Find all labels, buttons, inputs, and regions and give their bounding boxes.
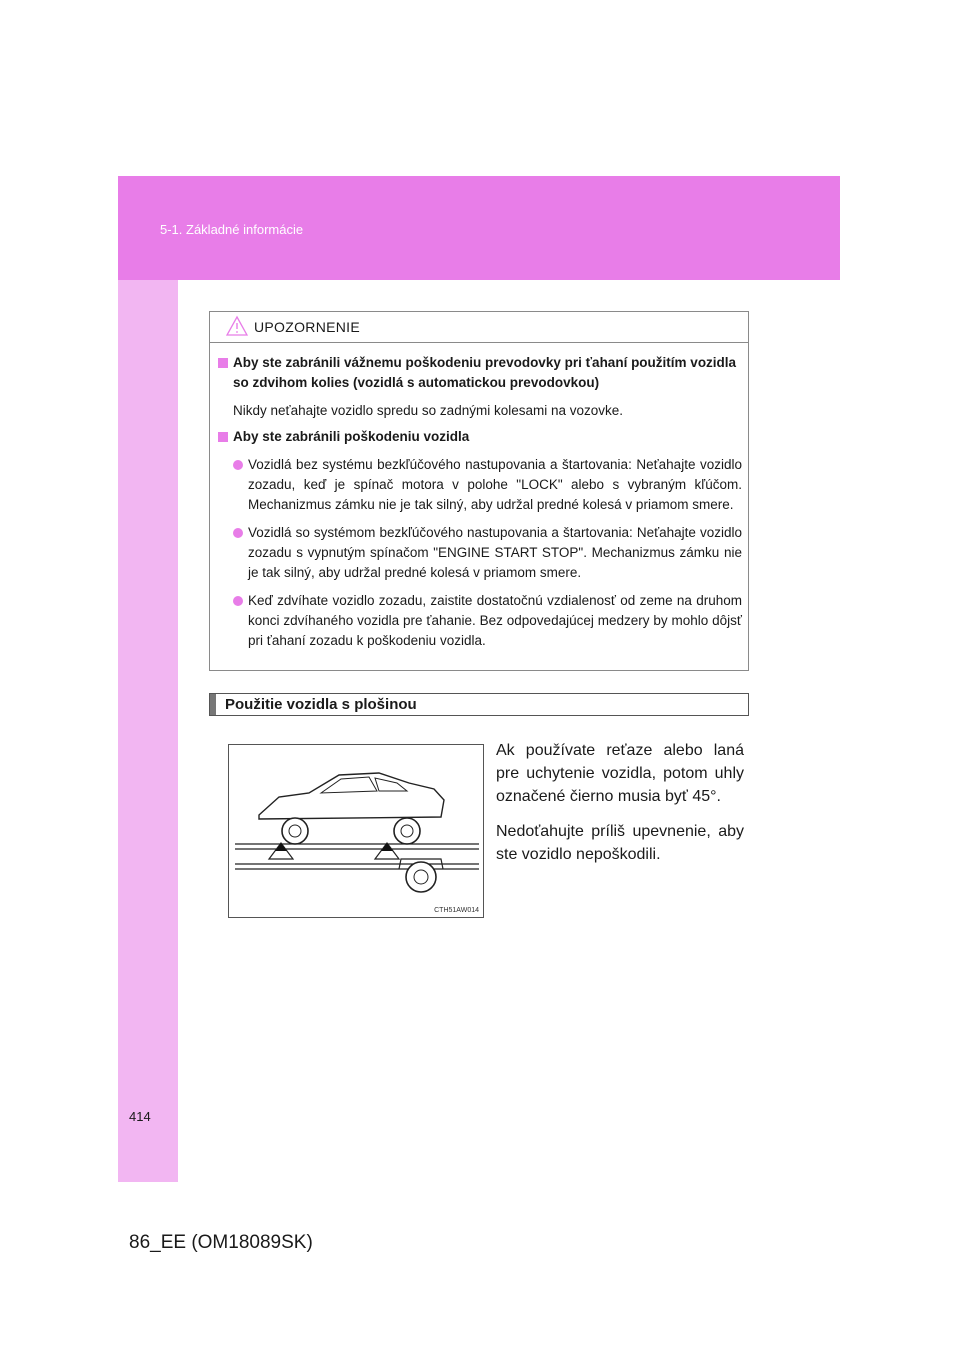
square-bullet-icon (218, 358, 228, 368)
warning-item-text: Nikdy neťahajte vozidlo spredu so zadnými kolesami na vozovke. (233, 403, 624, 418)
trailer-illustration (228, 744, 484, 918)
warning-triangle-icon (226, 315, 248, 337)
car-on-trailer-illustration (229, 745, 483, 917)
warning-item-transmission (218, 353, 742, 393)
warning-bullet (218, 523, 742, 583)
page-number: 414 (129, 1109, 151, 1124)
bullet-text: Vozidlá so systémom bezkľúčového nastupovania a štartovania: Neťahajte vozidlo zozadu s vypnutým spínačom "ENGINE START STOP". Mechanizmus zámku nie je tak silný, aby udržal predné kolesá v priamom smere. (248, 525, 742, 580)
warning-box (209, 311, 749, 671)
warning-bullet (218, 455, 742, 515)
warning-item-title: Aby ste zabránili vážnemu poškodeniu prevodovky pri ťahaní použitím vozidla so zdvihom kolies (vozidlá s automatickou prevodovkou) (233, 355, 737, 390)
warning-item-title: Aby ste zabránili poškodeniu vozidla (233, 429, 470, 444)
circle-bullet-icon (233, 596, 243, 606)
warning-title: UPOZORNENIE (254, 319, 360, 335)
body-text (496, 739, 744, 878)
circle-bullet-icon (233, 460, 243, 470)
warning-header (210, 312, 748, 343)
warning-item-damage (218, 427, 742, 447)
body-paragraph: Nedoťahujte príliš upevnenie, aby ste vozidlo nepoškodili. (496, 823, 744, 863)
body-paragraph: Ak používate reťaze alebo laná pre uchytenie vozidla, potom uhly označené čierno musia byť 45°. (496, 742, 744, 805)
square-bullet-icon (218, 432, 228, 442)
figure-code: CTH51AW014 (434, 907, 479, 914)
heading-accent (210, 694, 216, 715)
section-label: 5-1. Základné informácie (160, 222, 304, 237)
warning-body (210, 343, 748, 651)
circle-bullet-icon (233, 528, 243, 538)
section-heading-bar (209, 693, 749, 716)
warning-bullet (218, 591, 742, 651)
side-strip (118, 280, 178, 1182)
section-heading: Použitie vozidla s plošinou (225, 696, 417, 713)
document-code: 86_EE (OM18089SK) (129, 1232, 313, 1253)
bullet-text: Keď zdvíhate vozidlo zozadu, zaistite dostatočnú vzdialenosť od zeme na druhom konci zdvíhaného vozidla pre ťahanie. Bez odpovedajúcej medzery by mohlo dôjsť pri ťahaní zozadu k poškodeniu vozidla. (248, 593, 742, 648)
bullet-text: Vozidlá bez systému bezkľúčového nastupovania a štartovania: Neťahajte vozidlo zozadu, keď je spínač motora v polohe "LOCK" alebo s vybraným kľúčom. Mechanizmus zámku nie je tak silný, aby udržal predné kolesá v priamom smere. (248, 457, 742, 512)
